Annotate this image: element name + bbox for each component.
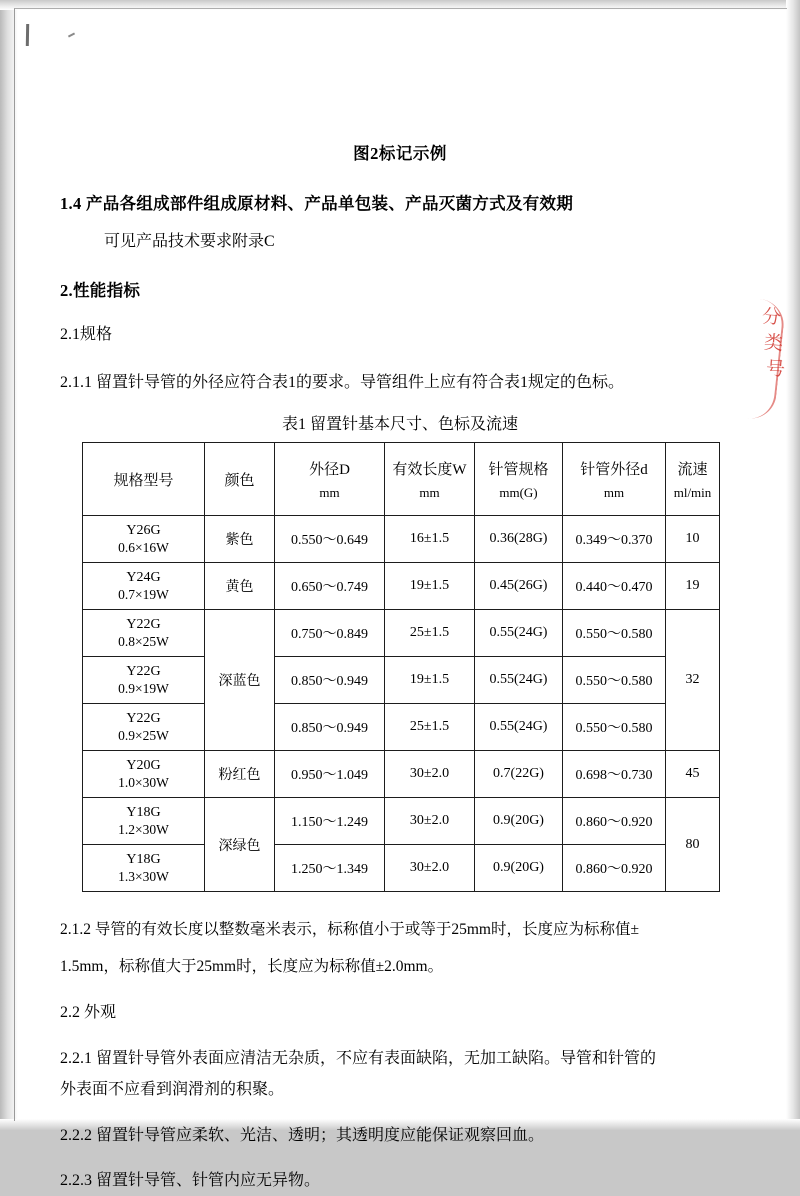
th-model (83, 443, 205, 516)
cell-needle-od: 0.440～0.470 (563, 563, 666, 610)
cell-needle-od: 0.860～0.920 (563, 845, 666, 892)
table-row (83, 704, 720, 751)
th-color (205, 443, 275, 516)
paragraph-2-1-1: 2.1.1 留置针导管的外径应符合表1的要求。导管组件上应有符合表1规定的色标。 (60, 374, 625, 391)
model-size: 0.6×16W (118, 539, 169, 555)
cell-outer-diameter: 0.650～0.749 (275, 563, 385, 610)
margin-tick-mark (26, 24, 29, 46)
cell-model (83, 563, 205, 610)
spec-table (82, 442, 720, 892)
heading-2-2: 2.2 外观 (60, 1004, 117, 1021)
paragraph-2-1-2-line2: 1.5mm，标称值大于25mm时，长度应为标称值±2.0mm。 (60, 958, 444, 975)
model-size: 1.3×30W (118, 868, 169, 884)
cell-flow: 10 (666, 516, 720, 563)
model-size: 1.2×30W (118, 821, 169, 837)
th-needle-od-main: 针管外径d (580, 461, 648, 478)
model-code: Y24G (126, 569, 161, 585)
cell-outer-diameter: 0.950～1.049 (275, 751, 385, 798)
cell-flow: 19 (666, 563, 720, 610)
cell-needle-spec: 0.55(24G) (475, 657, 563, 704)
cell-color: 深蓝色 (205, 610, 275, 751)
red-margin-mark-1: 分 (761, 306, 782, 329)
red-margin-mark-3: 号 (765, 358, 786, 381)
paragraph-2-1-2-line1: 2.1.2 导管的有效长度以整数毫米表示，标称值小于或等于25mm时，长度应为标称值± (60, 921, 639, 938)
table-row (83, 751, 720, 798)
model-code: Y18G (126, 851, 161, 867)
table-row (83, 610, 720, 657)
cell-length: 19±1.5 (385, 563, 475, 610)
figure-caption: 图2标记示例 (353, 144, 447, 163)
table-row (83, 516, 720, 563)
th-color-main: 颜色 (224, 472, 255, 489)
scan-edge-right (786, 0, 800, 1131)
table-caption: 表1 留置针基本尺寸、色标及流速 (281, 416, 518, 433)
model-code: Y22G (126, 663, 161, 679)
th-flow-rate (666, 443, 720, 516)
table-row (83, 563, 720, 610)
cell-outer-diameter: 0.850～0.949 (275, 704, 385, 751)
cell-outer-diameter: 0.850～0.949 (275, 657, 385, 704)
th-needle-spec-unit: mm(G) (499, 484, 538, 500)
th-length-unit: mm (419, 484, 440, 500)
th-flow-main: 流速 (677, 461, 708, 478)
cell-needle-spec: 0.7(22G) (475, 751, 563, 798)
cell-length: 16±1.5 (385, 516, 475, 563)
cell-model (83, 704, 205, 751)
cell-needle-spec: 0.45(26G) (475, 563, 563, 610)
cell-needle-od: 0.860～0.920 (563, 798, 666, 845)
cell-needle-spec: 0.55(24G) (475, 610, 563, 657)
cell-model (83, 657, 205, 704)
cell-outer-diameter: 0.750～0.849 (275, 610, 385, 657)
model-size: 0.9×25W (118, 727, 169, 743)
cell-model (83, 751, 205, 798)
table-row (83, 657, 720, 704)
model-size: 1.0×30W (118, 774, 169, 790)
cell-length: 30±2.0 (385, 751, 475, 798)
cell-length: 19±1.5 (385, 657, 475, 704)
cell-color: 黄色 (205, 563, 275, 610)
cell-needle-spec: 0.55(24G) (475, 704, 563, 751)
cell-color: 粉红色 (205, 751, 275, 798)
model-size: 0.9×19W (118, 680, 169, 696)
th-outer-diameter (275, 443, 385, 516)
cell-needle-od: 0.550～0.580 (563, 657, 666, 704)
cell-model (83, 798, 205, 845)
table-row (83, 845, 720, 892)
model-code: Y22G (126, 710, 161, 726)
heading-2-1: 2.1规格 (60, 326, 113, 343)
heading-2: 2.性能指标 (60, 281, 141, 300)
cell-needle-od: 0.698～0.730 (563, 751, 666, 798)
cell-model (83, 845, 205, 892)
cell-length: 25±1.5 (385, 610, 475, 657)
cell-flow: 32 (666, 610, 720, 751)
cell-outer-diameter: 1.250～1.349 (275, 845, 385, 892)
cell-length: 30±2.0 (385, 798, 475, 845)
th-od-unit: mm (319, 484, 340, 500)
heading-1-4: 1.4 产品各组成部件组成原材料、产品单包装、产品灭菌方式及有效期 (60, 194, 574, 213)
paragraph-2-2-3: 2.2.3 留置针导管、针管内应无异物。 (60, 1172, 321, 1190)
cell-needle-spec: 0.9(20G) (475, 845, 563, 892)
th-od-main: 外径D (309, 461, 350, 478)
section-1-4-body: 可见产品技术要求附录C (104, 233, 275, 250)
model-code: Y22G (126, 616, 161, 632)
table-row (83, 798, 720, 845)
cell-outer-diameter: 1.150～1.249 (275, 798, 385, 845)
paragraph-2-2-1-line2: 外表面不应看到润滑剂的积聚。 (60, 1081, 285, 1099)
th-needle-od (563, 443, 666, 516)
cell-length: 25±1.5 (385, 704, 475, 751)
th-model-main: 规格型号 (113, 472, 174, 489)
th-effective-length (385, 443, 475, 516)
model-code: Y18G (126, 804, 161, 820)
cell-color: 深绿色 (205, 798, 275, 892)
document-content (60, 0, 740, 1196)
th-flow-unit: ml/min (673, 484, 712, 500)
cell-outer-diameter: 0.550～0.649 (275, 516, 385, 563)
cell-length: 30±2.0 (385, 845, 475, 892)
cell-needle-od: 0.550～0.580 (563, 610, 666, 657)
th-needle-od-unit: mm (603, 484, 625, 500)
cell-color: 紫色 (205, 516, 275, 563)
cell-needle-spec: 0.36(28G) (475, 516, 563, 563)
cell-flow: 45 (666, 751, 720, 798)
cell-needle-od: 0.349～0.370 (563, 516, 666, 563)
model-size: 0.8×25W (118, 633, 169, 649)
paragraph-2-2-1-line1: 2.2.1 留置针导管外表面应清洁无杂质，不应有表面缺陷，无加工缺陷。导管和针管的 (60, 1049, 657, 1067)
table-body (83, 516, 720, 892)
model-code: Y26G (126, 522, 161, 538)
th-length-main: 有效长度W (392, 461, 467, 478)
cell-model (83, 516, 205, 563)
cell-needle-spec: 0.9(20G) (475, 798, 563, 845)
cell-flow: 80 (666, 798, 720, 892)
paragraph-2-2-2: 2.2.2 留置针导管应柔软、光洁、透明；其透明度应能保证观察回血。 (60, 1126, 545, 1144)
model-code: Y20G (126, 757, 161, 773)
red-margin-mark-2: 类 (763, 332, 784, 355)
th-needle-spec-main: 针管规格 (488, 461, 549, 478)
cell-model (83, 610, 205, 657)
th-needle-spec (475, 443, 563, 516)
cell-needle-od: 0.550～0.580 (563, 704, 666, 751)
table-header-row (83, 443, 720, 516)
table-header (83, 443, 720, 516)
model-size: 0.7×19W (118, 586, 169, 602)
